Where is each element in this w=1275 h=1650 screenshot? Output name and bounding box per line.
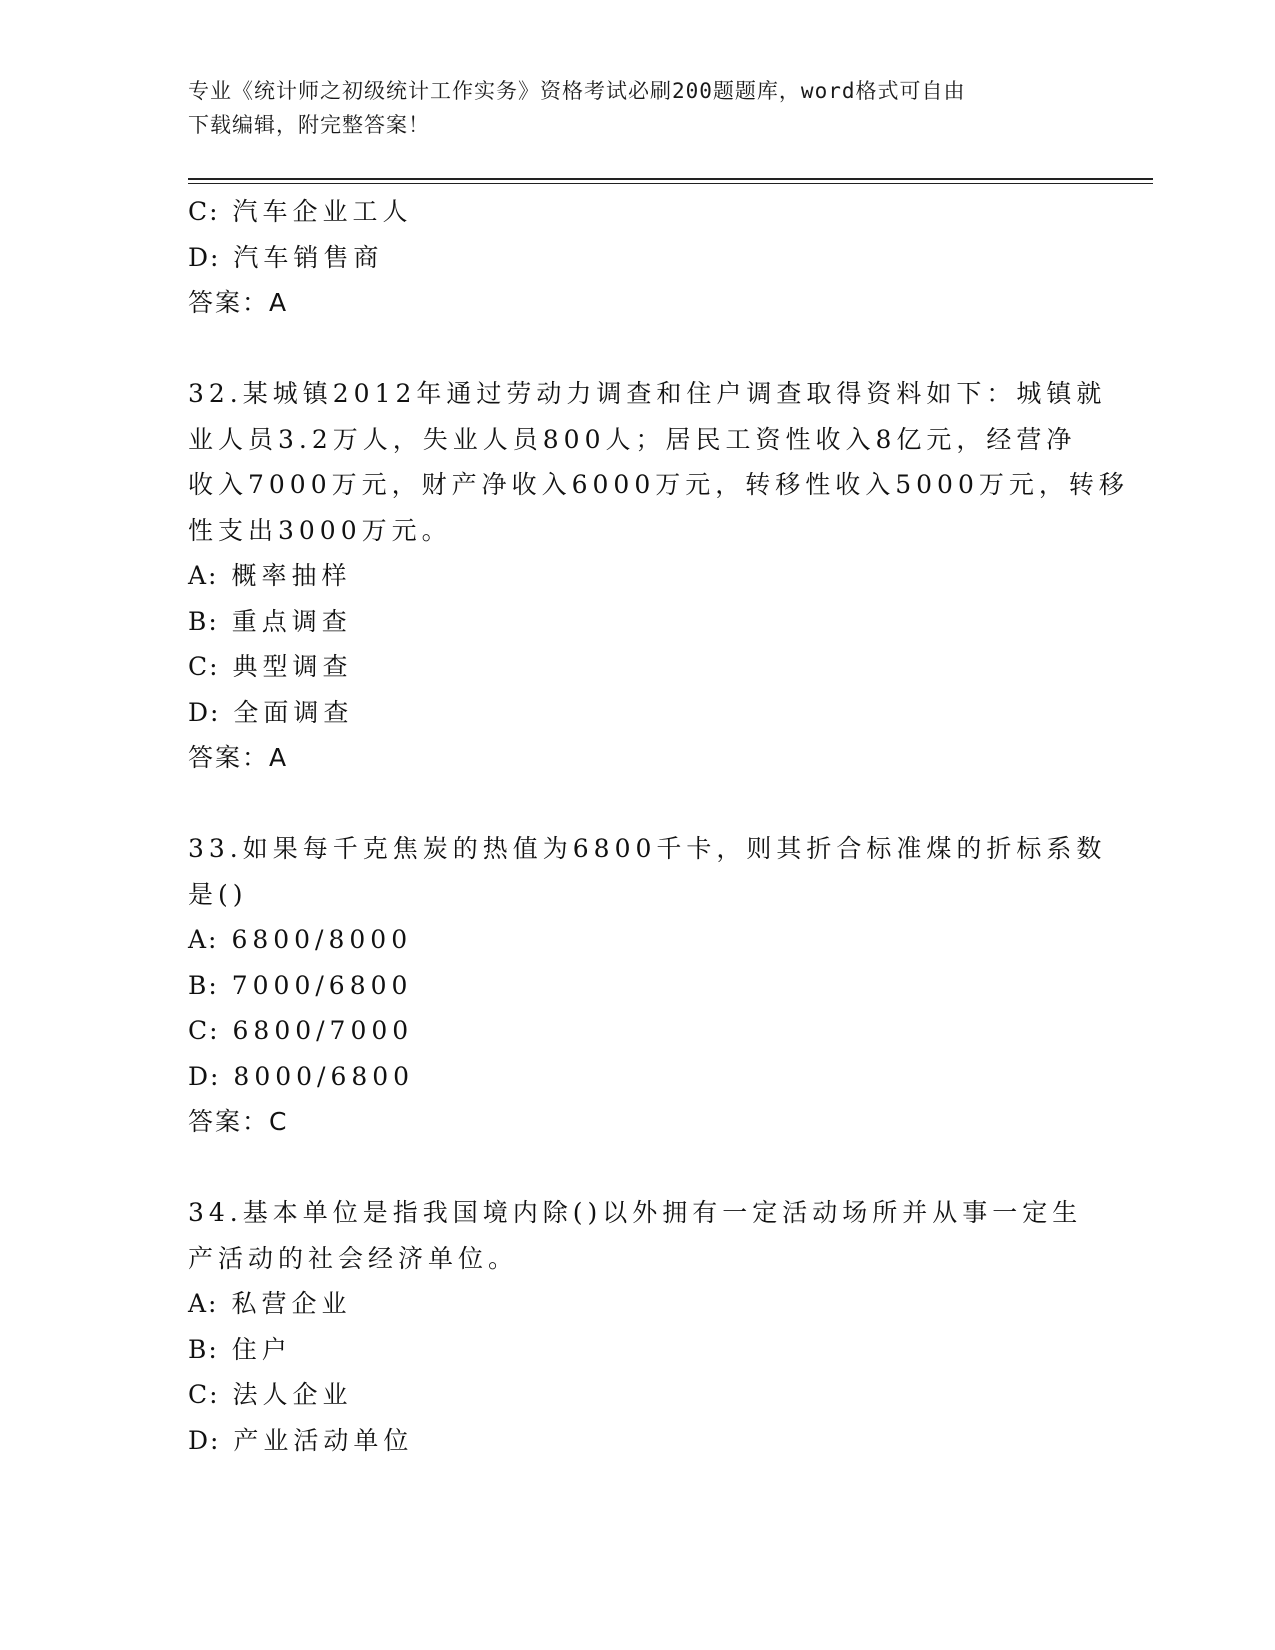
header-divider-thin (188, 183, 1153, 184)
option-b: B: 7000/6800 (188, 970, 413, 1000)
question-34 (188, 1190, 1093, 1463)
question-text-line: 业人员3.2万人，失业人员800人；居民工资性收入8亿元，经营净 (188, 424, 1077, 454)
document-header (188, 74, 1078, 142)
header-line-2: 下载编辑，附完整答案！ (188, 113, 430, 137)
question-32 (188, 371, 1129, 781)
answer-line: 答案：C (188, 1107, 289, 1136)
question-text-line: 34.基本单位是指我国境内除()以外拥有一定活动场所并从事一定生 (188, 1198, 1083, 1227)
prev-question (188, 189, 1093, 326)
option-c: C: 汽车企业工人 (188, 197, 413, 226)
option-a: A: 概率抽样 (188, 561, 352, 590)
option-b: B: 住户 (188, 1334, 292, 1364)
question-text-line: 产活动的社会经济单位。 (188, 1243, 519, 1273)
option-c: C: 典型调查 (188, 652, 353, 681)
option-c: C: 法人企业 (188, 1380, 353, 1409)
option-d: D: 8000/6800 (188, 1061, 415, 1091)
option-d: D: 汽车销售商 (188, 242, 384, 272)
option-a: A: 6800/8000 (188, 925, 413, 954)
question-text-line: 收入7000万元，财产净收入6000万元，转移性收入5000万元，转移 (188, 470, 1129, 499)
question-text-line: 是() (188, 879, 248, 909)
question-text-line: 33.如果每千克焦炭的热值为6800千卡，则其折合标准煤的折标系数 (188, 834, 1107, 863)
option-d: D: 全面调查 (188, 697, 354, 727)
question-text-line: 性支出3000万元。 (188, 515, 452, 545)
header-line-1: 专业《统计师之初级统计工作实务》资格考试必刷200题题库，word格式可自由 (188, 79, 966, 103)
option-c: C: 6800/7000 (188, 1016, 414, 1045)
option-b: B: 重点调查 (188, 606, 352, 636)
answer-line: 答案：A (188, 288, 289, 317)
header-divider-thick (188, 178, 1153, 180)
option-d: D: 产业活动单位 (188, 1425, 414, 1455)
question-33 (188, 826, 1107, 1145)
question-content (188, 189, 1129, 1463)
option-a: A: 私营企业 (188, 1289, 352, 1318)
question-text-line: 32.某城镇2012年通过劳动力调查和住户调查取得资料如下：城镇就 (188, 379, 1107, 408)
answer-line: 答案：A (188, 743, 289, 772)
